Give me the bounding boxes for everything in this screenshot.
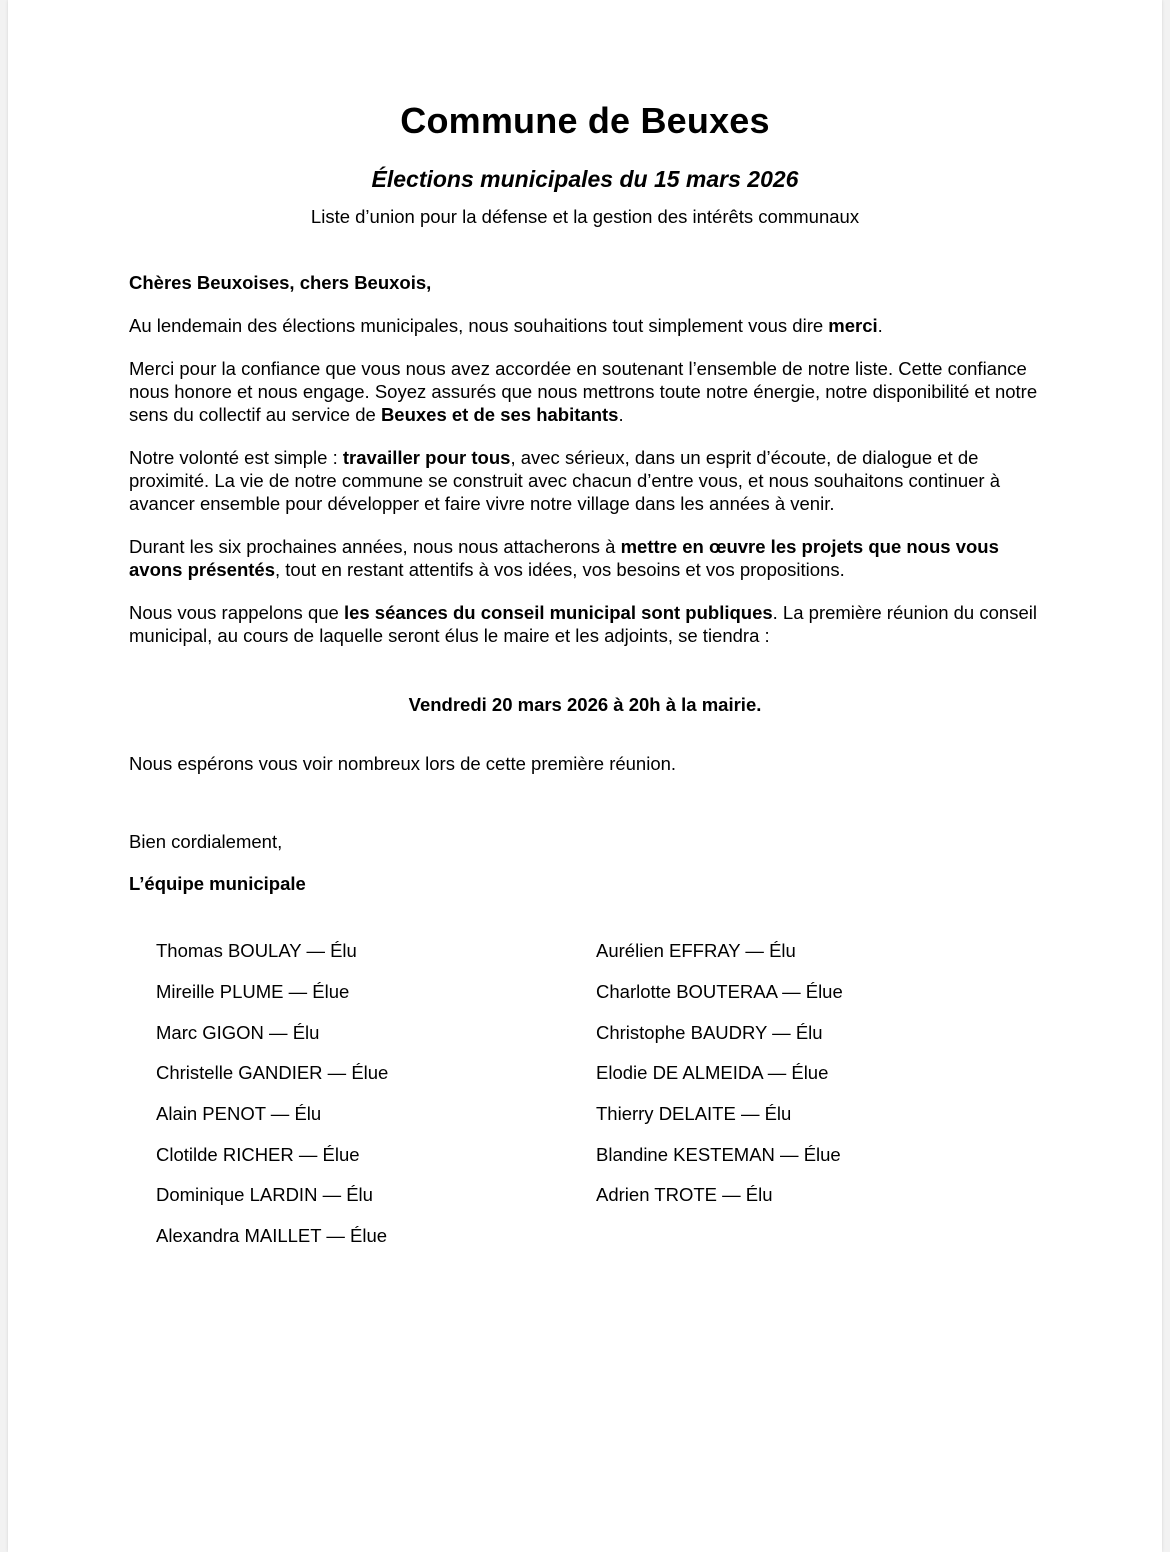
paragraph-thanks-bold: merci [828, 315, 878, 336]
member-item: Blandine KESTEMAN — Élue [596, 1144, 841, 1165]
member-item: Alexandra MAILLET — Élue [156, 1225, 388, 1246]
member-item: Marc GIGON — Élu [156, 1022, 320, 1043]
signature [129, 872, 1049, 895]
signature-text: L’équipe municipale [129, 873, 306, 894]
list-tagline: Liste d’union pour la défense et la gestion des intérêts communaux [310, 206, 860, 227]
member-item: Adrien TROTE — Élu [596, 1184, 773, 1205]
member-item: Christelle GANDIER — Élue [156, 1062, 389, 1083]
member-item: Aurélien EFFRAY — Élu [596, 940, 796, 961]
member-item: Thierry DELAITE — Élu [596, 1103, 792, 1124]
meeting-date: Vendredi 20 mars 2026 à 20h à la mairie. [408, 694, 762, 715]
paragraph-will-bold: travailler pour tous [342, 447, 511, 468]
member-item: Thomas BOULAY — Élu [156, 940, 357, 961]
paragraph-thanks [129, 314, 1049, 337]
paragraph-projects-end: , tout en restant attentifs à vos idées, vos besoins et vos propositions. [275, 559, 845, 580]
greeting-text: Chères Beuxoises, chers Beuxois, [129, 272, 432, 293]
member-item: Elodie DE ALMEIDA — Élue [596, 1062, 829, 1083]
paragraph-will-text: Notre volonté est simple : [129, 447, 343, 468]
paragraph-hope: Nous espérons vous voir nombreux lors de cette première réunion. [129, 753, 677, 774]
page-title: Commune de Beuxes [400, 100, 770, 141]
election-subtitle: Élections municipales du 15 mars 2026 [371, 166, 799, 192]
member-item: Christophe BAUDRY — Élu [596, 1022, 823, 1043]
document-page [8, 0, 1162, 1552]
paragraph-projects-text: Durant les six prochaines années, nous nous attacherons à [129, 536, 621, 557]
paragraph-council [129, 601, 1049, 647]
paragraph-will [129, 446, 1049, 515]
paragraph-confidence [129, 357, 1049, 426]
paragraph-confidence-end: . [618, 404, 624, 425]
member-item: Dominique LARDIN — Élu [156, 1184, 373, 1205]
paragraph-projects-bold: mettre en œuvre les projets que nous vous avons présentés [129, 536, 999, 580]
member-item: Clotilde RICHER — Élue [156, 1144, 360, 1165]
closing: Bien cordialement, [129, 831, 283, 852]
paragraph-thanks-end: . [877, 315, 883, 336]
paragraph-confidence-text: Merci pour la confiance que vous nous avez accordée en soutenant l’ensemble de notre liste. Cette confiance nous honore et nous engage. Soyez assurés que nous mettrons toute notre énergie, notre disponibilité et notre sens du collectif au service de [129, 358, 1038, 425]
paragraph-will-end: , avec sérieux, dans un esprit d’écoute, de dialogue et de proximité. La vie de notre commune se construit avec chacun d’entre vous, et nous souhaitons continuer à avancer ensemble pour développer et faire vivre notre village dans les années à venir. [129, 447, 1001, 514]
member-item: Alain PENOT — Élu [156, 1103, 322, 1124]
paragraph-council-end: . La première réunion du conseil municipal, au cours de laquelle seront élus le maire et les adjoints, se tiendra : [129, 602, 1037, 646]
member-item: Mireille PLUME — Élue [156, 981, 350, 1002]
paragraph-confidence-bold: Beuxes et de ses habitants [380, 404, 619, 425]
paragraph-projects [129, 535, 1049, 581]
greeting [129, 271, 1049, 294]
member-item: Charlotte BOUTERAA — Élue [596, 981, 843, 1002]
paragraph-council-text: Nous vous rappelons que [129, 602, 344, 623]
paragraph-thanks-text: Au lendemain des élections municipales, nous souhaitions tout simplement vous dire [129, 315, 829, 336]
paragraph-council-bold: les séances du conseil municipal sont publiques [343, 602, 773, 623]
